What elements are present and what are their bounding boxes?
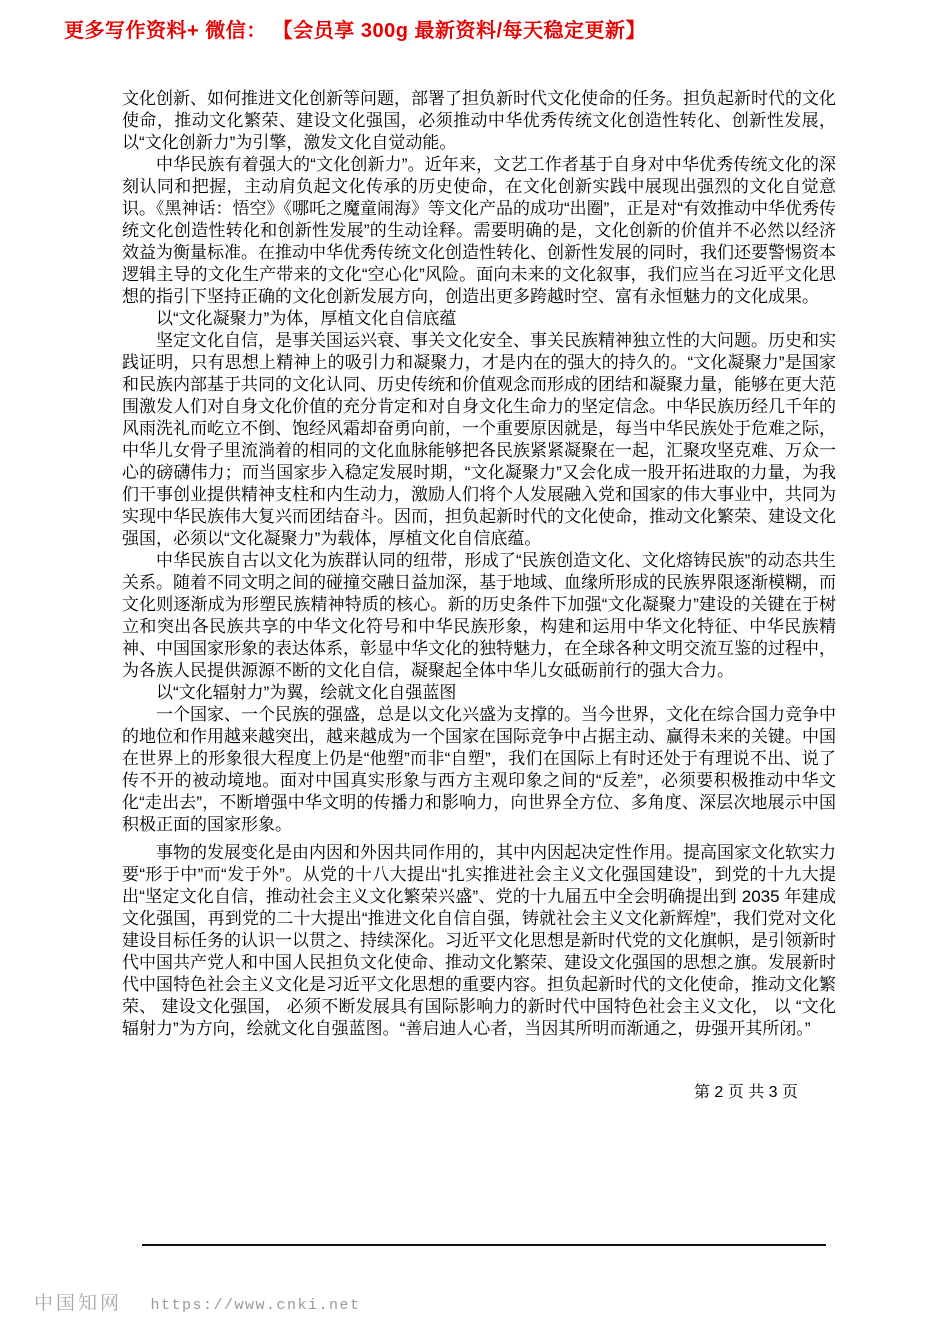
promo-header-text: 更多写作资料+ 微信： 【会员享 300g 最新资料/每天稳定更新】	[64, 20, 647, 42]
paragraph: 中华民族自古以文化为族群认同的纽带，形成了“民族创造文化、文化熔铸民族”的动态共生关系。随着不同文明之间的碰撞交融日益加深，基于地域、血缘所形成的民族界限逐渐模糊，而文化则逐渐成为形塑民族精神特质的核心。新的历史条件下加强“文化凝聚力”建设的关键在于树立和突出各民族共享的中华文化符号和中华民族形象，构建和运用中华文化特征、中华民族精神、中国国家形象的表达体系，彰显中华文化的独特魅力，在全球各种文明交流互鉴的过程中，为各族人民提供源源不断的文化自信，凝聚起全体中华儿女砥砺前行的强大合力。	[122, 551, 836, 680]
paragraph-continued: 文化创新、如何推进文化创新等问题，部署了担负新时代文化使命的任务。担负起新时代的文化使命，推动文化繁荣、建设文化强国，必须推动中华优秀传统文化创造性转化、创新性发展，以“文化创新力”为引擎，激发文化自觉动能。	[122, 89, 836, 152]
cnki-url-text: https://www.cnki.net	[150, 1297, 361, 1314]
document-body	[122, 88, 836, 1104]
cnki-logo-text: 中国知网	[34, 1293, 123, 1314]
paragraph: 中华民族有着强大的“文化创新力”。近年来，文艺工作者基于自身对中华优秀传统文化的深刻认同和把握，主动肩负起文化传承的历史使命，在文化创新实践中展现出强烈的文化自觉意识。《黑神话：悟空》《哪吒之魔童闹海》等文化产品的成功“出圈”，正是对“有效推动中华优秀传统文化创造性转化和创新性发展”的生动诠释。需要明确的是，文化创新的价值并不必然以经济效益为衡量标准。在推动中华优秀传统文化创造性转化、创新性发展的同时，我们还要警惕资本逻辑主导的文化生产带来的文化“空心化”风险。面向未来的文化叙事，我们应当在习近平文化思想的指引下坚持正确的文化创新发展方向，创造出更多跨越时空、富有永恒魅力的文化成果。	[122, 155, 836, 306]
section-heading-radiation: 以“文化辐射力”为翼，绘就文化自强蓝图	[156, 683, 457, 702]
paragraph: 坚定文化自信，是事关国运兴衰、事关文化安全、事关民族精神独立性的大问题。历史和实践证明，只有思想上精神上的吸引力和凝聚力，才是内在的强大的持久的。“文化凝聚力”是国家和民族内部基于共同的文化认同、历史传统和价值观念而形成的团结和凝聚力量，能够在更大范围激发人们对自身文化价值的充分肯定和对自身文化生命力的坚定信念。中华民族历经几千年的风雨洗礼而屹立不倒、饱经风霜却奋勇向前，一个重要原因就是，每当中华民族处于危难之际，中华儿女骨子里流淌着的相同的文化血脉能够把各民族紧紧凝聚在一起，汇聚攻坚克难、万众一心的磅礴伟力；而当国家步入稳定发展时期，“文化凝聚力”又会化成一股开拓进取的力量，为我们干事创业提供精神支柱和内生动力，激励人们将个人发展融入党和国家的伟大事业中，共同为实现中华民族伟大复兴而团结奋斗。因而，担负起新时代的文化使命，推动文化繁荣、建设文化强国，必须以“文化凝聚力”为载体，厚植文化自信底蕴。	[122, 331, 836, 548]
paragraph: 一个国家、一个民族的强盛，总是以文化兴盛为支撑的。当今世界，文化在综合国力竞争中的地位和作用越来越突出，越来越成为一个国家在国际竞争中占据主动、赢得未来的关键。中国在世界上的形象很大程度上仍是“他塑”而非“自塑”，我们在国际上有时还处于有理说不出、说了传不开的被动境地。面对中国真实形象与西方主观印象之间的“反差”，必须要积极推动中华文化“走出去”，不断增强中华文明的传播力和影响力，向世界全方位、多角度、深层次地展示中国积极正面的国家形象。	[122, 705, 836, 834]
cnki-watermark	[34, 1288, 361, 1315]
footer-divider-line	[142, 1244, 826, 1246]
section-heading-cohesion: 以“文化凝聚力”为体，厚植文化自信底蕴	[156, 309, 457, 328]
page-number-indicator: 第 2 页 共 3 页	[693, 1084, 798, 1101]
paragraph: 事物的发展变化是由内因和外因共同作用的，其中内因起决定性作用。提高国家文化软实力要“形于中”而“发于外”。从党的十八大提出“扎实推进社会主义文化强国建设”，到党的十九大提出“坚定文化自信，推动社会主义文化繁荣兴盛”、党的十九届五中全会明确提出到 2035 年建成文化强国，再到党的二十大提出“推进文化自信自强，铸就社会主义文化新辉煌”，我们党对文化建设目标任务的认识一以贯之、持续深化。习近平文化思想是新时代党的文化旗帜，是引领新时代中国共产党人和中国人民担负文化使命、推动文化繁荣、建设文化强国的思想之旗。发展新时代中国特色社会主义文化是习近平文化思想的重要内容。担负起新时代的文化使命，推动文化繁荣、 建设文化强国， 必须不断发展具有国际影响力的新时代中国特色社会主义文化， 以 “文化辐射力”为方向，绘就文化自强蓝图。“善启迪人心者，当因其所明而渐通之，毋强开其所闭。”	[122, 843, 836, 1038]
